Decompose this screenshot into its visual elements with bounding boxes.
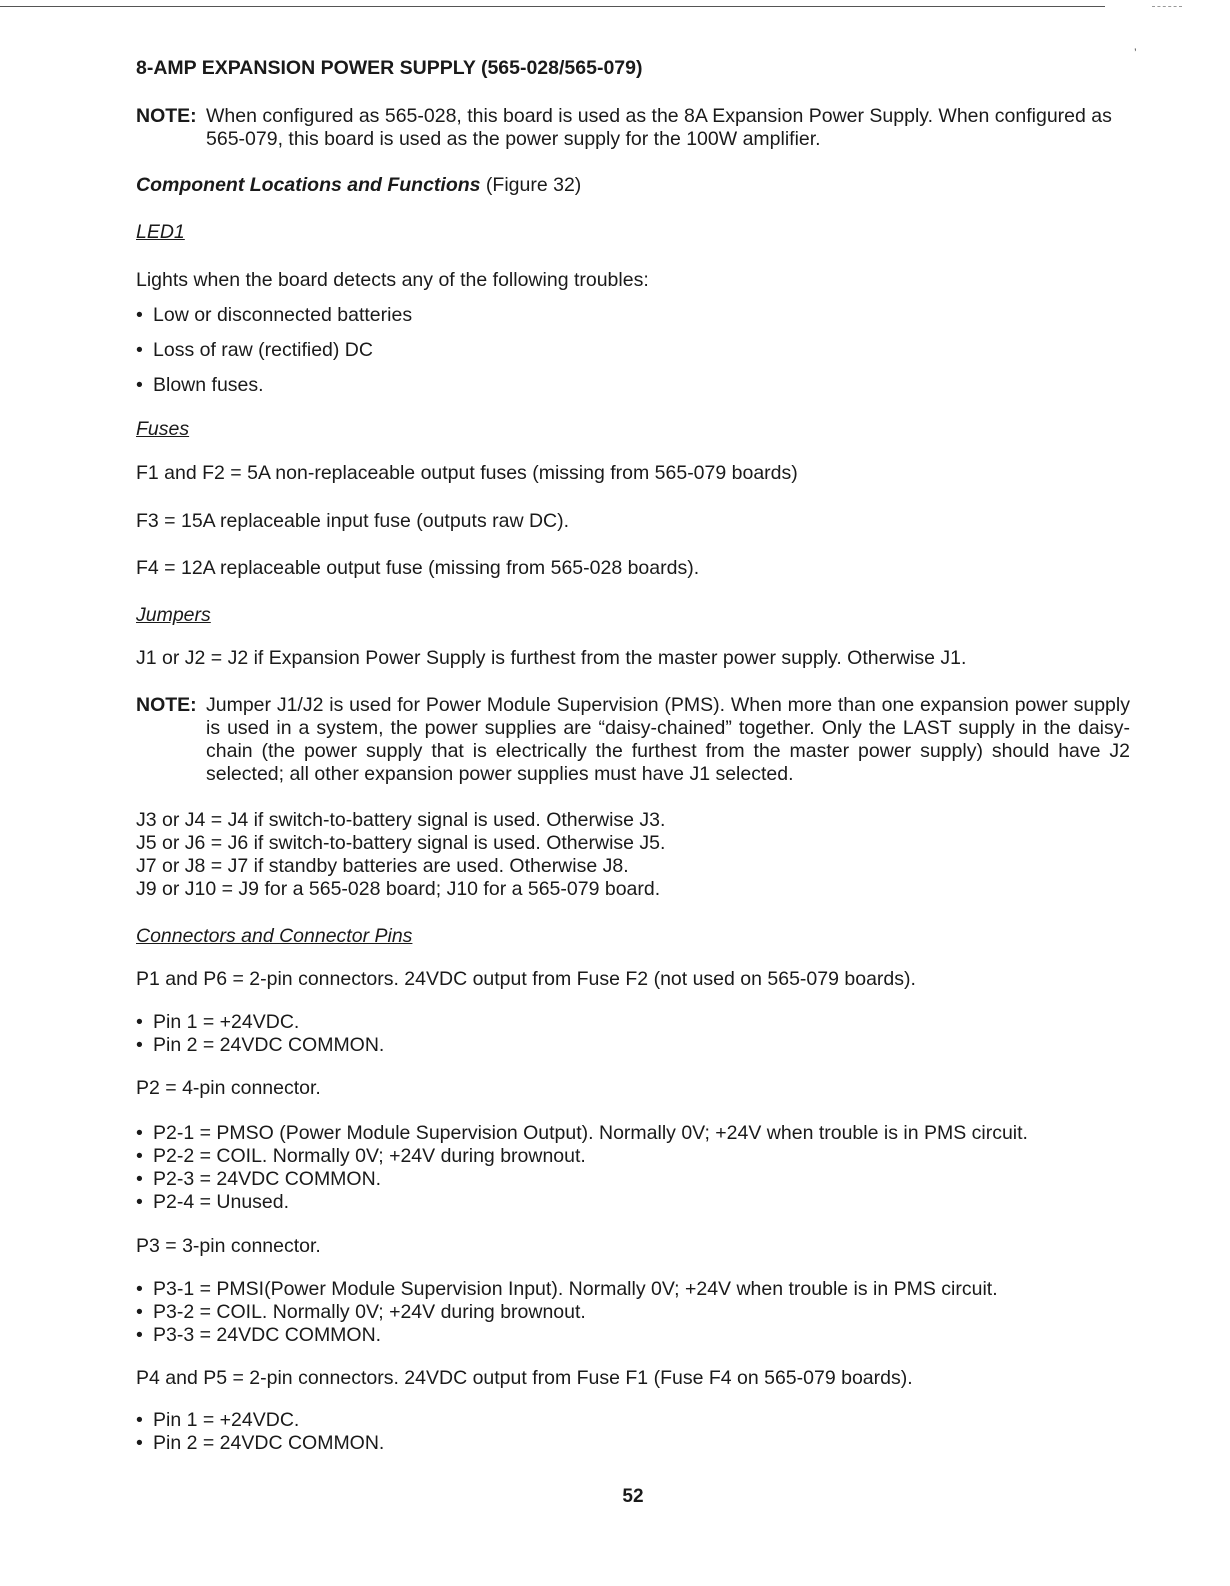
connectors-heading: Connectors and Connector Pins bbox=[136, 925, 413, 947]
bullet-glyph: • bbox=[136, 1324, 143, 1346]
bullet-glyph: • bbox=[136, 1011, 143, 1033]
bullet-glyph: • bbox=[136, 1301, 143, 1323]
jumper-line: J7 or J8 = J7 if standby batteries are used. Otherwise J8. bbox=[136, 855, 629, 877]
list-item: • Blown fuses. bbox=[136, 374, 264, 396]
bullet-glyph: • bbox=[136, 1432, 143, 1454]
section-heading: 8-AMP EXPANSION POWER SUPPLY (565-028/565-079) bbox=[136, 57, 643, 79]
list-item: • Pin 1 = +24VDC. bbox=[136, 1011, 300, 1033]
list-item: • Low or disconnected batteries bbox=[136, 304, 413, 326]
bullet-glyph: • bbox=[136, 1278, 143, 1300]
note-label: NOTE: bbox=[136, 105, 197, 127]
note-line: Jumper J1/J2 is used for Power Module Supervision (PMS). When more than one expansion power supply bbox=[206, 694, 1130, 716]
bullet-glyph: • bbox=[136, 1191, 143, 1213]
components-heading bbox=[136, 174, 581, 197]
bullet-glyph: • bbox=[136, 1168, 143, 1190]
list-item: • P3-1 = PMSI(Power Module Supervision Input). Normally 0V; +24V when trouble is in PMS circuit. bbox=[136, 1278, 998, 1300]
components-title: Component Locations and Functions bbox=[136, 174, 481, 196]
list-item: • Pin 1 = +24VDC. bbox=[136, 1409, 300, 1431]
led1-heading: LED1 bbox=[136, 221, 185, 243]
note-line: chain (the power supply that is electrically the furthest from the master power supply) should have J2 bbox=[206, 740, 1130, 762]
list-item: • Pin 2 = 24VDC COMMON. bbox=[136, 1034, 385, 1056]
note-label: NOTE: bbox=[136, 694, 197, 716]
list-item: • Loss of raw (rectified) DC bbox=[136, 339, 373, 361]
jumper-line: J3 or J4 = J4 if switch-to-battery signal is used. Otherwise J3. bbox=[136, 809, 666, 831]
list-item: • P2-1 = PMSO (Power Module Supervision Output). Normally 0V; +24V when trouble is in PMS circuit. bbox=[136, 1122, 1028, 1144]
fuse-line: F1 and F2 = 5A non-replaceable output fuses (missing from 565-079 boards) bbox=[136, 462, 798, 484]
note-line: is used in a system, the power supplies are “daisy-chained” together. Only the LAST supply in the daisy- bbox=[206, 717, 1130, 739]
bullet-glyph: • bbox=[136, 304, 143, 326]
bullet-glyph: • bbox=[136, 1145, 143, 1167]
list-item: • P2-2 = COIL. Normally 0V; +24V during brownout. bbox=[136, 1145, 586, 1167]
list-item: • P2-3 = 24VDC COMMON. bbox=[136, 1168, 382, 1190]
led1-intro: Lights when the board detects any of the following troubles: bbox=[136, 269, 649, 291]
figure-reference: (Figure 32) bbox=[485, 174, 582, 196]
top-rule-dash bbox=[1152, 6, 1182, 7]
fuses-heading: Fuses bbox=[136, 418, 190, 440]
bullet-glyph: • bbox=[136, 1122, 143, 1144]
connector-p1-p6: P1 and P6 = 2-pin connectors. 24VDC output from Fuse F2 (not used on 565-079 boards). bbox=[136, 968, 916, 990]
connector-p4-p5: P4 and P5 = 2-pin connectors. 24VDC output from Fuse F1 (Fuse F4 on 565-079 boards). bbox=[136, 1367, 913, 1389]
connector-p2: P2 = 4-pin connector. bbox=[136, 1077, 321, 1099]
note-line: When configured as 565-028, this board is used as the 8A Expansion Power Supply. When configured as bbox=[206, 105, 1112, 127]
note-line: 565-079, this board is used as the power supply for the 100W amplifier. bbox=[206, 128, 821, 150]
fuse-line: F3 = 15A replaceable input fuse (outputs raw DC). bbox=[136, 510, 570, 532]
bullet-glyph: • bbox=[136, 339, 143, 361]
list-item: • Pin 2 = 24VDC COMMON. bbox=[136, 1432, 385, 1454]
top-rule bbox=[0, 6, 1105, 7]
list-item: • P2-4 = Unused. bbox=[136, 1191, 290, 1213]
jumper-j1-j2: J1 or J2 = J2 if Expansion Power Supply is furthest from the master power supply. Otherwise J1. bbox=[136, 647, 967, 669]
connector-p3: P3 = 3-pin connector. bbox=[136, 1235, 321, 1257]
bullet-glyph: • bbox=[136, 374, 143, 396]
scan-speck: ’ bbox=[1134, 46, 1137, 60]
fuse-line: F4 = 12A replaceable output fuse (missing from 565-028 boards). bbox=[136, 557, 700, 579]
jumpers-heading: Jumpers bbox=[136, 604, 211, 626]
bullet-glyph: • bbox=[136, 1409, 143, 1431]
list-item: • P3-3 = 24VDC COMMON. bbox=[136, 1324, 382, 1346]
jumper-line: J5 or J6 = J6 if switch-to-battery signal is used. Otherwise J5. bbox=[136, 832, 666, 854]
bullet-glyph: • bbox=[136, 1034, 143, 1056]
page-number: 52 bbox=[622, 1486, 644, 1507]
note-line: selected; all other expansion power supplies must have J1 selected. bbox=[206, 763, 794, 785]
jumper-line: J9 or J10 = J9 for a 565-028 board; J10 for a 565-079 board. bbox=[136, 878, 661, 900]
list-item: • P3-2 = COIL. Normally 0V; +24V during brownout. bbox=[136, 1301, 586, 1323]
